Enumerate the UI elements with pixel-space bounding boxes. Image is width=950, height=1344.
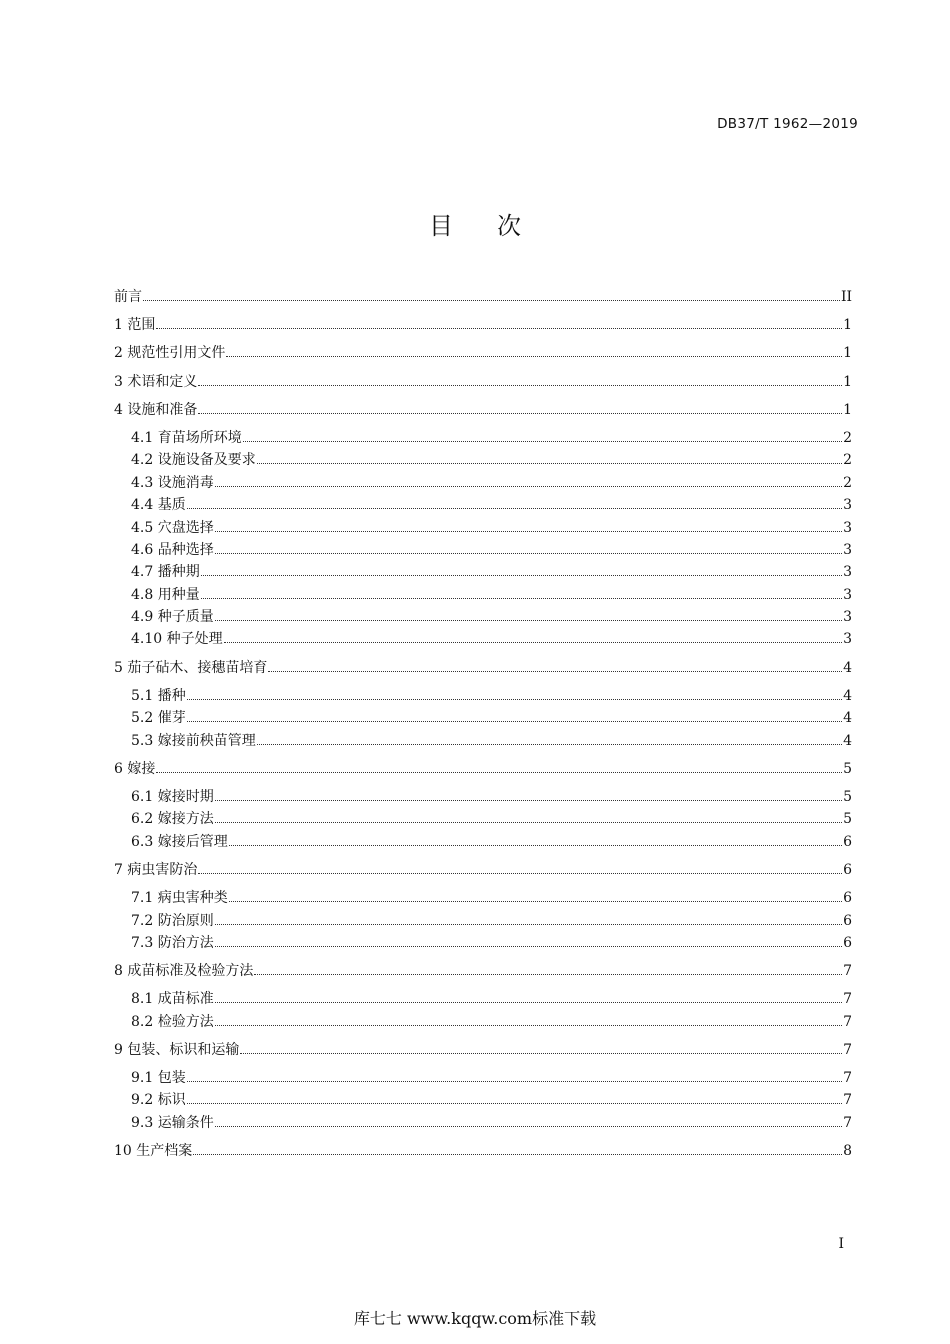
toc-entry-page: 3 — [843, 519, 852, 536]
toc-entry[interactable] — [114, 399, 852, 421]
toc-entry-number: 5.2 — [131, 710, 158, 727]
toc-entry-page: 3 — [843, 631, 852, 648]
dot-leader — [187, 508, 842, 509]
toc-entry[interactable] — [114, 758, 852, 780]
toc-entry-label: 术语和定义 — [127, 373, 198, 390]
toc-entry[interactable] — [114, 808, 852, 830]
dot-leader — [201, 575, 842, 576]
toc-entry[interactable] — [114, 932, 852, 954]
toc-entry-label: 包装 — [157, 1070, 186, 1087]
toc-entry[interactable] — [114, 449, 852, 471]
toc-entry[interactable] — [114, 606, 852, 628]
toc-entry-label: 病虫害种类 — [157, 890, 228, 907]
toc-entry-label: 病虫害防治 — [127, 861, 198, 878]
toc-entry-number: 8.2 — [131, 1013, 158, 1030]
toc-entry-number: 4 — [114, 401, 128, 418]
toc-entry-page: 3 — [843, 586, 852, 603]
dot-leader — [215, 1025, 842, 1026]
toc-entry-label: 规范性引用文件 — [127, 345, 226, 362]
toc-entry[interactable] — [114, 685, 852, 707]
toc-entry-page: 4 — [843, 687, 852, 704]
dot-leader — [215, 1126, 842, 1127]
toc-entry[interactable] — [114, 561, 852, 583]
toc-entry-label: 品种选择 — [157, 541, 214, 558]
toc-entry-label: 穴盘选择 — [157, 519, 214, 536]
dot-leader — [257, 463, 842, 464]
dot-leader — [198, 873, 842, 874]
toc-entry[interactable] — [114, 286, 852, 308]
toc-entry-label: 种子处理 — [166, 631, 223, 648]
toc-entry-page: 1 — [843, 373, 852, 390]
toc-entry-label: 成苗标准 — [157, 991, 214, 1008]
toc-entry-number: 8 — [114, 963, 128, 980]
dot-leader — [215, 531, 842, 532]
toc-entry-number: 6.2 — [131, 811, 158, 828]
dot-leader — [201, 598, 842, 599]
toc-entry-number: 8.1 — [131, 991, 158, 1008]
toc-entry-label: 生产档案 — [136, 1143, 193, 1160]
toc-entry-number: 4.7 — [131, 564, 158, 581]
toc-entry-page: 4 — [843, 710, 852, 727]
toc-entry-page: 1 — [843, 317, 852, 334]
dot-leader — [215, 1002, 842, 1003]
toc-entry-label: 防治方法 — [157, 934, 214, 951]
dot-leader — [156, 328, 842, 329]
toc-entry-page: 5 — [843, 788, 852, 805]
toc-entry-number: 5.3 — [131, 732, 158, 749]
dot-leader — [215, 553, 842, 554]
toc-entry[interactable] — [114, 1039, 852, 1061]
toc-entry-page: 6 — [843, 890, 852, 907]
toc-entry-page: 3 — [843, 541, 852, 558]
toc-entry-page: 4 — [843, 732, 852, 749]
toc-entry-label: 包装、标识和运输 — [127, 1041, 240, 1058]
toc-entry[interactable] — [114, 472, 852, 494]
toc-entry-page: 1 — [843, 345, 852, 362]
toc-entry-page: 3 — [843, 609, 852, 626]
toc-entry-page: 3 — [843, 564, 852, 581]
toc-entry-label: 运输条件 — [157, 1114, 214, 1131]
toc-entry-label: 设施设备及要求 — [157, 452, 256, 469]
dot-leader — [215, 822, 842, 823]
dot-leader — [187, 1081, 842, 1082]
toc-entry-label: 种子质量 — [157, 609, 214, 626]
dot-leader — [156, 772, 842, 773]
toc-entry[interactable] — [114, 1140, 852, 1162]
toc-entry-number: 9.1 — [131, 1070, 158, 1087]
toc-entry-label: 前言 — [114, 289, 142, 305]
toc-entry[interactable] — [114, 584, 852, 606]
toc-entry[interactable] — [114, 887, 852, 909]
toc-entry[interactable] — [114, 910, 852, 932]
page-title: 目次 — [429, 212, 565, 240]
toc-entry-label: 播种期 — [157, 564, 200, 581]
toc-entry-label: 设施和准备 — [127, 401, 198, 418]
dot-leader — [243, 441, 842, 442]
dot-leader — [215, 924, 842, 925]
toc-entry-number: 3 — [114, 373, 128, 390]
toc-entry[interactable] — [114, 960, 852, 982]
toc-entry-number: 6.3 — [131, 833, 158, 850]
dot-leader — [198, 413, 842, 414]
toc-entry[interactable] — [114, 831, 852, 853]
toc-entry-page: 2 — [843, 474, 852, 491]
toc-entry-page: 7 — [843, 963, 852, 980]
dot-leader — [215, 800, 842, 801]
toc-entry-label: 设施消毒 — [157, 474, 214, 491]
toc-entry[interactable] — [114, 628, 852, 650]
toc-entry-number: 5.1 — [131, 687, 158, 704]
toc-entry-page: 2 — [843, 452, 852, 469]
toc-entry[interactable] — [114, 707, 852, 729]
toc-entry-label: 茄子砧木、接穗苗培育 — [127, 659, 268, 676]
toc-entry-number: 1 — [114, 317, 128, 334]
toc-entry-label: 用种量 — [157, 586, 200, 603]
dot-leader — [215, 946, 842, 947]
toc-entry-label: 嫁接方法 — [157, 811, 214, 828]
toc-entry-page: 5 — [843, 811, 852, 828]
toc-entry[interactable] — [114, 1011, 852, 1033]
toc-entry-label: 播种 — [157, 687, 186, 704]
dot-leader — [254, 974, 842, 975]
toc-entry-page: 5 — [843, 760, 852, 777]
toc-entry-number: 2 — [114, 345, 128, 362]
toc-entry-number: 7 — [114, 861, 128, 878]
toc-entry[interactable] — [114, 730, 852, 752]
toc-entry-label: 嫁接后管理 — [157, 833, 228, 850]
toc-entry-number: 5 — [114, 659, 128, 676]
toc-entry-number: 4.1 — [131, 429, 158, 446]
toc-entry-number: 7.3 — [131, 934, 158, 951]
toc-entry[interactable] — [114, 859, 852, 881]
toc-entry-page: 1 — [843, 401, 852, 418]
toc-entry-label: 嫁接 — [127, 760, 156, 777]
table-of-contents — [114, 286, 852, 1162]
toc-entry[interactable] — [114, 1089, 852, 1111]
toc-entry-label: 成苗标准及检验方法 — [127, 963, 254, 980]
toc-entry-label: 嫁接时期 — [157, 788, 214, 805]
document-id: DB37/T 1962—2019 — [717, 116, 858, 132]
toc-entry-number: 9.3 — [131, 1114, 158, 1131]
footer-watermark: 库七七 www.kqqw.com标准下载 — [353, 1309, 597, 1328]
toc-entry-number: 4.8 — [131, 586, 158, 603]
toc-entry[interactable] — [114, 1067, 852, 1089]
toc-entry-page: 7 — [843, 1013, 852, 1030]
toc-entry-page: 2 — [843, 429, 852, 446]
dot-leader — [187, 699, 842, 700]
toc-entry-number: 6 — [114, 760, 128, 777]
dot-leader — [268, 671, 842, 672]
toc-entry-page: II — [840, 289, 852, 305]
dot-leader — [193, 1154, 842, 1155]
toc-entry-number: 4.10 — [131, 631, 167, 648]
toc-entry[interactable] — [114, 342, 852, 364]
toc-entry-page: 3 — [843, 497, 852, 514]
toc-entry-number: 6.1 — [131, 788, 158, 805]
toc-entry-number: 4.2 — [131, 452, 158, 469]
dot-leader — [215, 486, 842, 487]
toc-entry-number: 7.2 — [131, 912, 158, 929]
toc-entry[interactable] — [114, 371, 852, 393]
dot-leader — [229, 901, 842, 902]
toc-entry-number: 4.6 — [131, 541, 158, 558]
toc-entry-page: 7 — [843, 1114, 852, 1131]
toc-entry-label: 标识 — [157, 1092, 186, 1109]
toc-entry-number: 4.4 — [131, 497, 158, 514]
toc-entry-label: 检验方法 — [157, 1013, 214, 1030]
toc-entry-number: 10 — [114, 1143, 137, 1160]
page-number: I — [838, 1236, 844, 1252]
toc-entry-number: 4.5 — [131, 519, 158, 536]
toc-entry[interactable] — [114, 539, 852, 561]
toc-entry-page: 7 — [843, 1092, 852, 1109]
toc-entry[interactable] — [114, 314, 852, 336]
dot-leader — [198, 385, 842, 386]
toc-entry[interactable] — [114, 517, 852, 539]
dot-leader — [226, 356, 842, 357]
toc-entry-page: 7 — [843, 1041, 852, 1058]
toc-entry[interactable] — [114, 657, 852, 679]
toc-entry[interactable] — [114, 988, 852, 1010]
dot-leader — [229, 845, 842, 846]
toc-entry-page: 4 — [843, 659, 852, 676]
toc-entry-number: 4.3 — [131, 474, 158, 491]
dot-leader — [187, 1103, 842, 1104]
toc-entry-page: 6 — [843, 833, 852, 850]
toc-entry-number: 4.9 — [131, 609, 158, 626]
toc-entry-label: 范围 — [127, 317, 156, 334]
dot-leader — [224, 642, 842, 643]
toc-entry-label: 嫁接前秧苗管理 — [157, 732, 256, 749]
toc-entry-number: 9 — [114, 1041, 128, 1058]
toc-entry-label: 基质 — [157, 497, 186, 514]
toc-entry-page: 6 — [843, 861, 852, 878]
toc-entry-page: 7 — [843, 1070, 852, 1087]
toc-entry-page: 6 — [843, 912, 852, 929]
dot-leader — [240, 1053, 842, 1054]
toc-entry-number: 7.1 — [131, 890, 158, 907]
toc-entry-page: 6 — [843, 934, 852, 951]
toc-entry-page: 8 — [843, 1143, 852, 1160]
toc-entry[interactable] — [114, 1112, 852, 1134]
dot-leader — [143, 300, 840, 301]
toc-entry[interactable] — [114, 494, 852, 516]
toc-entry-label: 防治原则 — [157, 912, 214, 929]
toc-entry[interactable] — [114, 427, 852, 449]
dot-leader — [187, 721, 842, 722]
toc-entry-label: 育苗场所环境 — [157, 429, 242, 446]
toc-entry-label: 催芽 — [157, 710, 186, 727]
dot-leader — [215, 620, 842, 621]
toc-entry-number: 9.2 — [131, 1092, 158, 1109]
dot-leader — [257, 744, 842, 745]
toc-entry[interactable] — [114, 786, 852, 808]
toc-entry-page: 7 — [843, 991, 852, 1008]
